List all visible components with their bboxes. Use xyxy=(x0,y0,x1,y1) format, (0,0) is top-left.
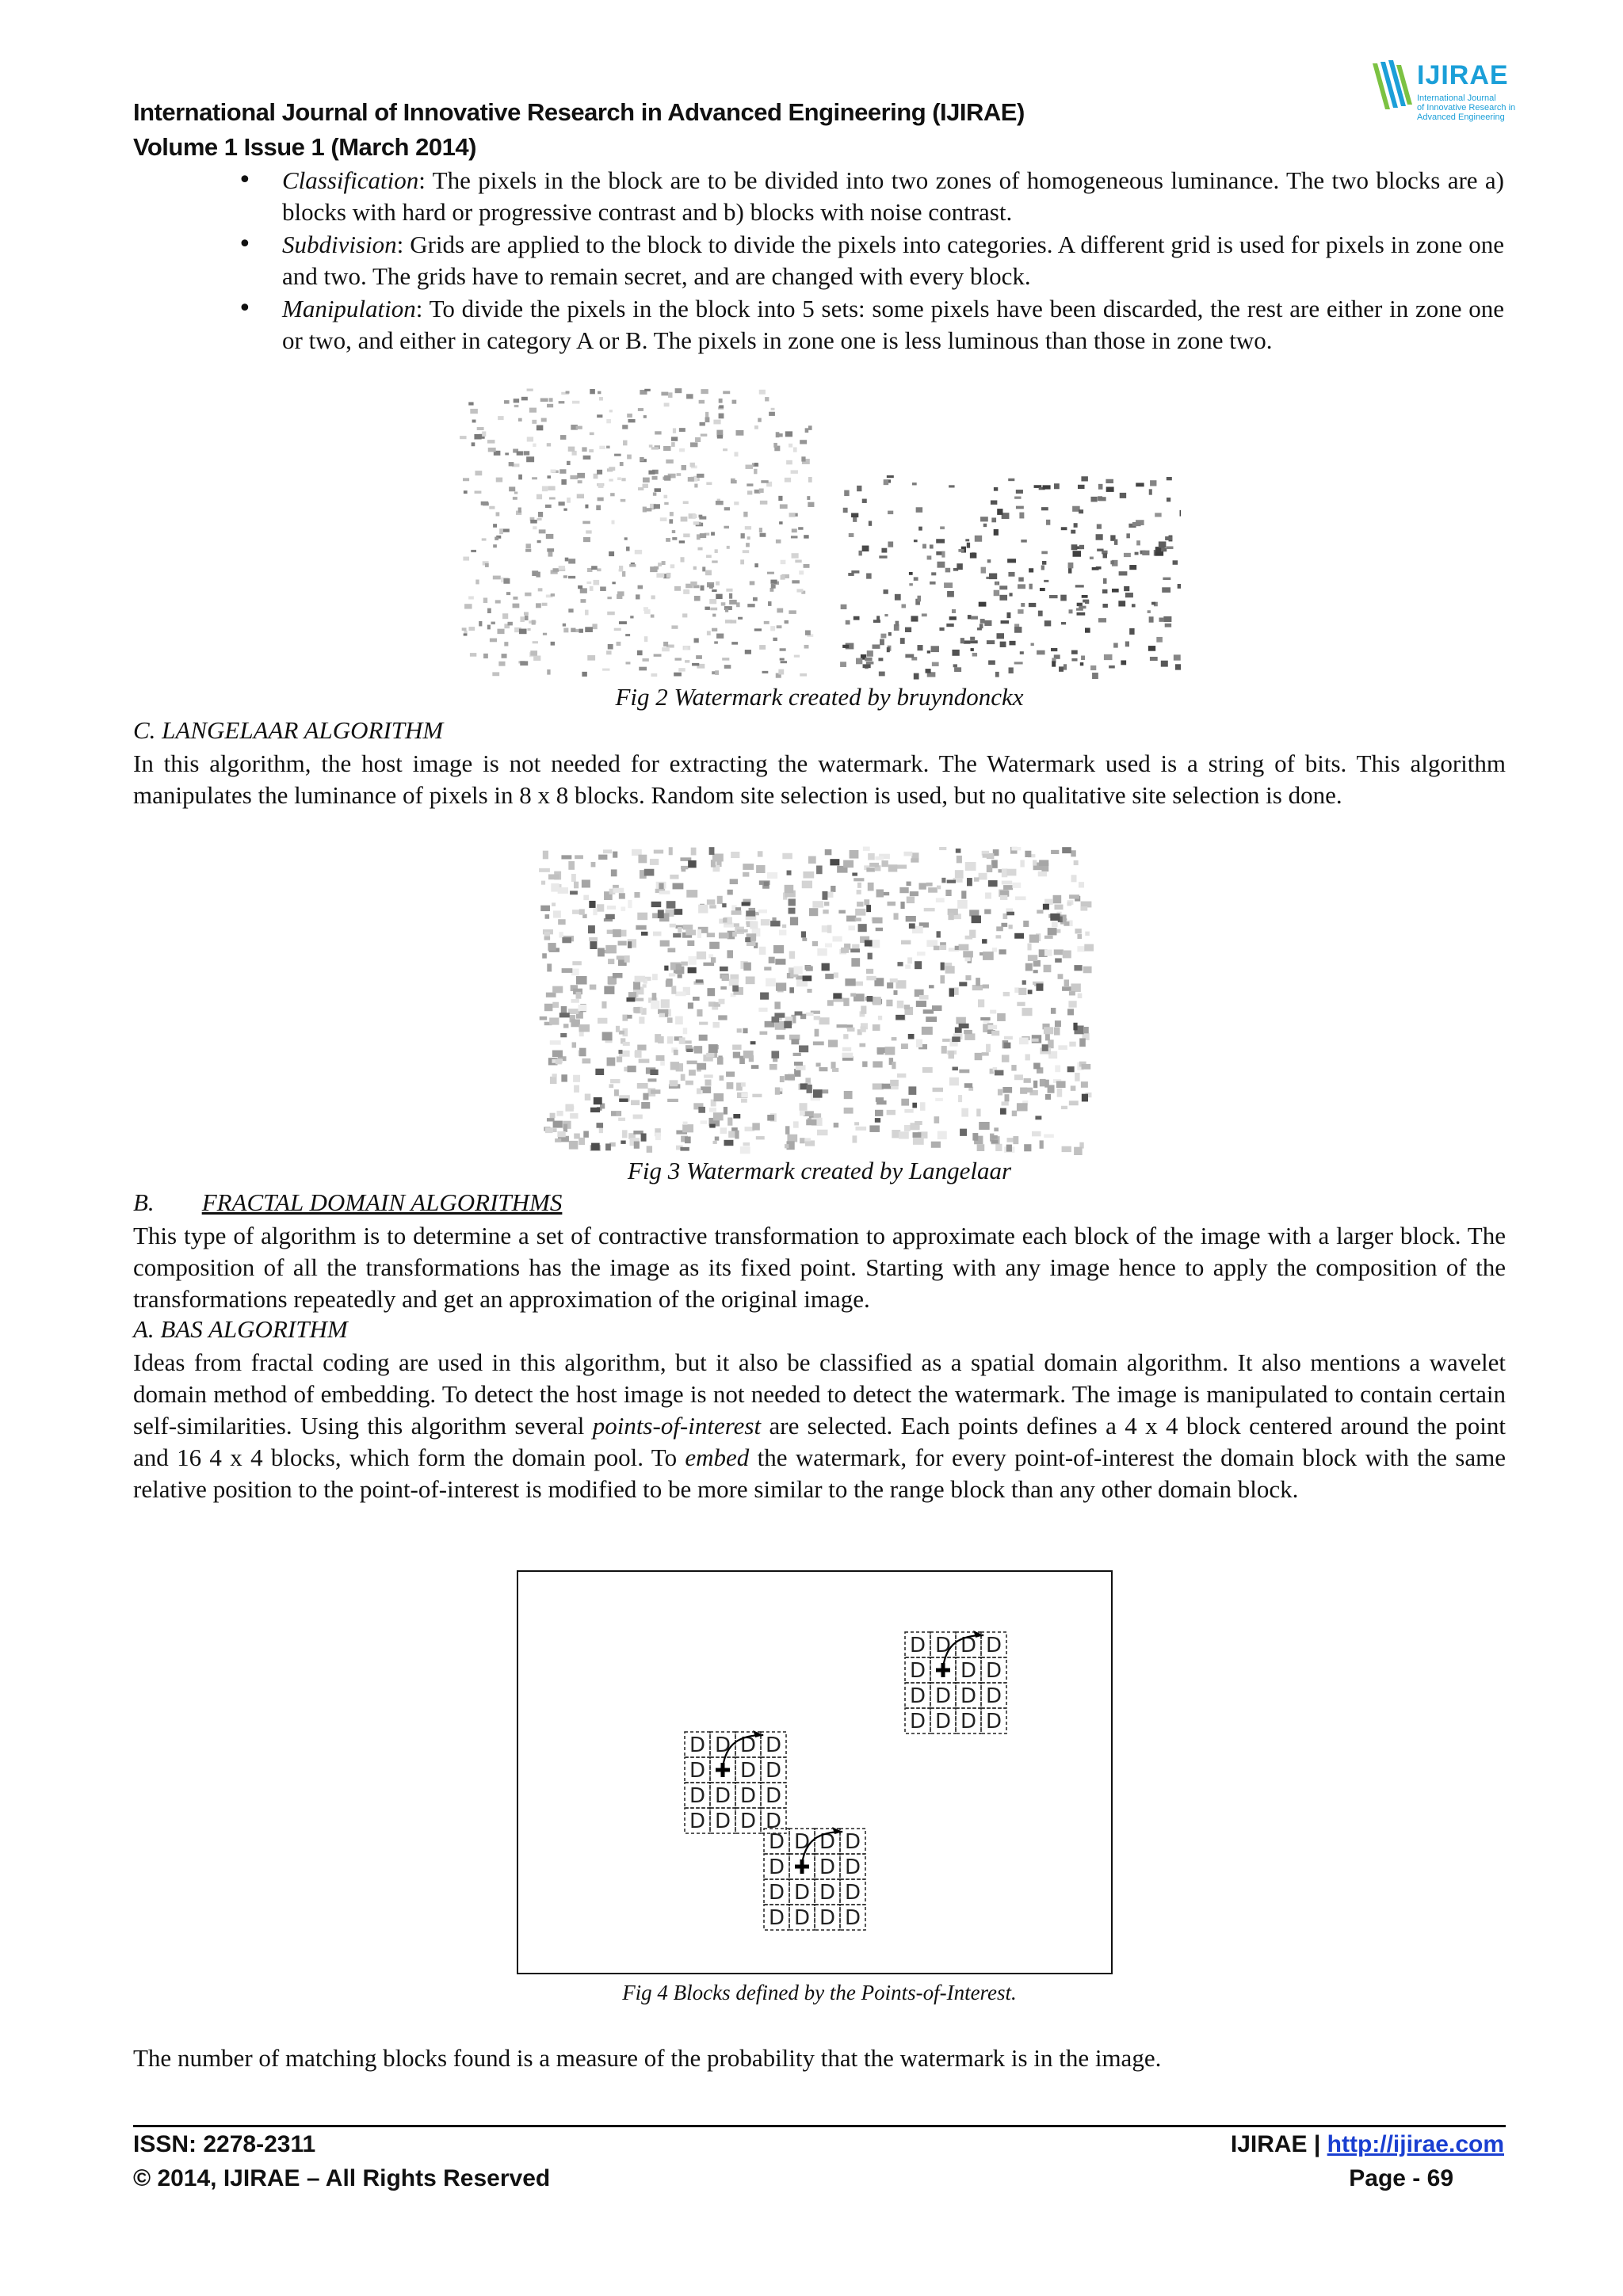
logo-subtitle-line: Advanced Engineering xyxy=(1417,113,1505,122)
fig3-caption: Fig 3 Watermark created by Langelaar xyxy=(627,1157,1012,1184)
logo-name: IJIRAE xyxy=(1417,60,1509,90)
domain-block-label: D xyxy=(768,1855,785,1879)
domain-block-label: D xyxy=(844,1881,861,1905)
domain-block-label: D xyxy=(768,1906,785,1930)
fig3-watermark-image xyxy=(539,846,1094,1155)
closing-text: The number of matching blocks found is a measure of the probability that the watermark is in the image. xyxy=(133,2044,1162,2072)
bullet-list xyxy=(238,165,1504,357)
domain-block-label: D xyxy=(985,1634,1002,1657)
domain-block-label: D xyxy=(960,1634,977,1657)
bullet-item xyxy=(238,229,1504,292)
domain-block-label: D xyxy=(934,1634,952,1657)
bullet-term: Classification xyxy=(282,166,419,194)
logo-subtitle xyxy=(1417,93,1528,122)
domain-block-label: D xyxy=(844,1830,861,1854)
domain-block-label: D xyxy=(765,1810,782,1833)
domain-block-label: D xyxy=(689,1733,706,1757)
section-a-text-part: Ideas from fractal coding are used in this algorithm, but it also be classified as a spatial domain algorithm. It also mentions a wavelet domain method of embedding. To detect the host image is not needed to detect the watermark. The image is manipulated to contain certain self-similarities. Using this algorithm several xyxy=(133,1348,1506,1440)
domain-block-label: D xyxy=(934,1684,952,1708)
domain-block-label: D xyxy=(909,1710,926,1733)
domain-block-label: D xyxy=(960,1710,977,1733)
footer-url-link[interactable]: http://ijirae.com xyxy=(1327,2131,1504,2157)
domain-block-label: D xyxy=(819,1855,836,1879)
section-c-text: In this algorithm, the host image is not needed for extracting the watermark. The Watermark used is a string of bits. This algorithm manipulates the luminance of pixels in 8 x 8 blocks. Random site selection is used, but no qualitative site selection is done. xyxy=(133,749,1506,809)
domain-block-label: D xyxy=(689,1784,706,1808)
section-a-text xyxy=(133,1347,1506,1505)
domain-block-label: D xyxy=(714,1784,731,1808)
bullet-term: Subdivision xyxy=(282,231,397,258)
domain-block-label: D xyxy=(844,1855,861,1879)
domain-block-label: D xyxy=(739,1810,757,1833)
domain-block-label: D xyxy=(844,1906,861,1930)
domain-block-label: D xyxy=(765,1759,782,1783)
bullet-text: : The pixels in the block are to be divided into two zones of homogeneous luminance. The two blocks are a) blocks with hard or progressive contrast and b) blocks with noise contrast. xyxy=(282,166,1504,226)
domain-block-label: D xyxy=(985,1659,1002,1683)
section-a-text-part: the watermark, for every point-of-interest the domain block with the same relative position to the point-of-interest is modified to be more similar to the range block than any other domain block. xyxy=(133,1444,1506,1503)
domain-block-label: D xyxy=(960,1659,977,1683)
domain-block-label: D xyxy=(765,1784,782,1808)
domain-block-label: D xyxy=(819,1906,836,1930)
domain-block-label: D xyxy=(714,1733,731,1757)
section-a-emphasis: embed xyxy=(685,1444,750,1471)
leaf-stripes-icon xyxy=(1368,57,1417,114)
domain-block-label: D xyxy=(960,1684,977,1708)
fig4-blocks-diagram xyxy=(517,1570,1113,1974)
bullet-item xyxy=(238,293,1504,357)
footer-rule xyxy=(133,2125,1506,2127)
bullet-term: Manipulation xyxy=(282,295,416,322)
footer-journal-short: IJIRAE | xyxy=(1230,2131,1327,2157)
domain-block-label: D xyxy=(793,1881,811,1905)
section-b-title: FRACTAL DOMAIN ALGORITHMS xyxy=(201,1188,563,1216)
section-a-emphasis: points-of-interest xyxy=(592,1412,762,1440)
domain-block-label: D xyxy=(819,1830,836,1854)
domain-block-label: D xyxy=(714,1810,731,1833)
domain-block-label: D xyxy=(739,1733,757,1757)
domain-block-label: D xyxy=(765,1733,782,1757)
domain-block-label: D xyxy=(909,1684,926,1708)
logo-subtitle-line: International Journal xyxy=(1417,93,1496,103)
logo-subtitle-line: of Innovative Research in xyxy=(1417,103,1516,113)
fig2-caption: Fig 2 Watermark created by bruyndonckx xyxy=(615,683,1024,711)
bullet-text: : To divide the pixels in the block into 5 sets: some pixels have been discarded, the rest are either in zone one or two, and either in category A or B. The pixels in zone one is less luminous than those in zone two. xyxy=(282,295,1504,354)
domain-block-label: D xyxy=(934,1710,952,1733)
domain-block-label: D xyxy=(739,1784,757,1808)
domain-block-label: D xyxy=(768,1881,785,1905)
footer-copyright: © 2014, IJIRAE – All Rights Reserved xyxy=(133,2165,551,2191)
domain-block-label: D xyxy=(909,1659,926,1683)
domain-block-label: D xyxy=(985,1684,1002,1708)
section-b-text: This type of algorithm is to determine a set of contractive transformation to approximate each block of the image with a larger block. The composition of all the transformations has the image as its fixed point. Starting with any image hence to apply the composition of the transformations repeatedly and get an approximation of the original image. xyxy=(133,1222,1506,1313)
journal-title: International Journal of Innovative Research in Advanced Engineering (IJIRAE) xyxy=(133,98,1025,126)
volume-line: Volume 1 Issue 1 (March 2014) xyxy=(133,133,476,161)
footer-page: Page - 69 xyxy=(1349,2165,1453,2191)
domain-block-label: D xyxy=(909,1634,926,1657)
domain-block-label: D xyxy=(689,1759,706,1783)
bullet-text: : Grids are applied to the block to divide the pixels into categories. A different grid is used for pixels in zone one and two. The grids have to remain secret, and are changed with every block. xyxy=(282,231,1504,290)
footer-journal xyxy=(1231,2131,1504,2158)
footer-issn: ISSN: 2278-2311 xyxy=(133,2131,316,2157)
domain-block-label: D xyxy=(768,1830,785,1854)
fig2-watermark-image xyxy=(460,388,1181,681)
section-b-label: B. xyxy=(133,1188,155,1216)
domain-block-label: D xyxy=(985,1710,1002,1733)
bullet-item xyxy=(238,165,1504,228)
section-a-heading: A. BAS ALGORITHM xyxy=(133,1315,348,1343)
section-b-heading xyxy=(133,1188,562,1217)
section-a-text-part: are selected. Each points defines a 4 x 4 block centered around the point and 16 4 x 4 blocks, which form the domain pool. To xyxy=(133,1412,1506,1471)
domain-block-label: D xyxy=(739,1759,757,1783)
domain-block-label: D xyxy=(819,1881,836,1905)
fig4-caption: Fig 4 Blocks defined by the Points-of-Interest. xyxy=(622,1981,1017,2004)
domain-block-label: D xyxy=(689,1810,706,1833)
journal-logo xyxy=(1368,57,1526,152)
section-c-heading: C. LANGELAAR ALGORITHM xyxy=(133,716,444,744)
domain-block-label: D xyxy=(793,1830,811,1854)
domain-block-label: D xyxy=(793,1906,811,1930)
